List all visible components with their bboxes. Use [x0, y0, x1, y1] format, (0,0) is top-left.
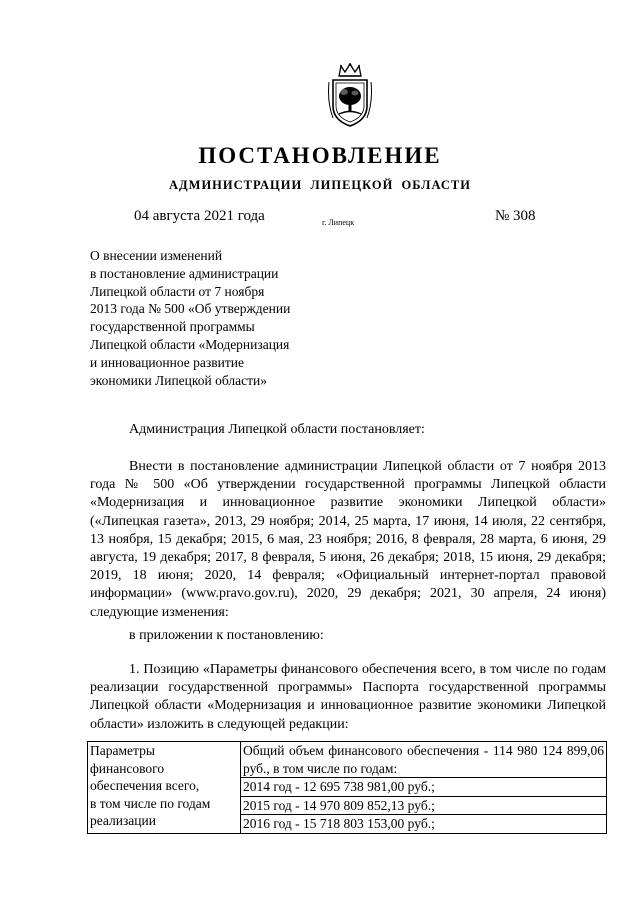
year-financing: 2015 год - 14 970 809 852,13 руб.;: [241, 796, 606, 815]
subject-line: государственной программы: [90, 319, 255, 335]
year-financing: 2014 год - 12 695 738 981,00 руб.;: [241, 777, 606, 796]
intro-paragraph: Администрация Липецкой области постановляет:: [129, 422, 425, 437]
total-financing: Общий объем финансового обеспечения - 114 980 124 899,06 руб., в том числе по годам:: [243, 743, 604, 776]
parameter-line: в том числе по годам: [90, 795, 211, 811]
subject-line: 2013 года № 500 «Об утверждении: [90, 301, 291, 317]
main-paragraph: Внести в постановление администрации Липецкой области от 7 ноября 2013 года № 500 «Об утверждении государственной программы Липецкой области «Модернизация и инновационное развитие экономики Липецкой области» («Липецкая газета», 2013, 29 ноября; 2014, 25 марта, 17 июня, 14 июля, 22 сентября, 13 ноября, 15 декабря; 2015, 6 мая, 23 ноября; 2016, 8 февраля, 28 марта, 6 июня, 29 августа, 19 декабря; 2017, 8 февраля, 5 июня, 26 декабря; 2018, 15 июня, 29 декабря; 2019, 18 июня; 2020, 14 февраля; «Официальный интернет-портал правовой информации» (www.pravo.gov.ru), 2020, 29 декабря; 2021, 30 апреля, 24 июня) следующие изменения:: [90, 459, 606, 620]
appendix-paragraph: в приложении к постановлению:: [129, 628, 324, 643]
document-date: 04 августа 2021 года: [134, 208, 265, 224]
financing-table: [87, 741, 607, 834]
subject-line: Липецкой области «Модернизация: [90, 336, 290, 352]
subject-line: в постановление администрации: [90, 265, 279, 281]
subject-line: Липецкой области от 7 ноября: [90, 283, 265, 299]
subject-line: О внесении изменений: [90, 248, 223, 263]
item-1-paragraph: 1. Позицию «Параметры финансового обеспечения всего, в том числе по годам реализации государственной программы» Паспорта государственной программы Липецкой области «Модернизация и инновационное развитие экономики Липецкой области» изложить в следующей редакции:: [90, 662, 606, 732]
parameter-line: финансового: [90, 760, 165, 776]
subject-line: экономики Липецкой области»: [90, 372, 267, 388]
coat-of-arms-emblem: [327, 62, 373, 128]
subject-line: и инновационное развитие: [90, 354, 244, 370]
parameter-line: обеспечения всего,: [90, 778, 200, 793]
document-number: № 308: [495, 208, 536, 224]
table-cell-parameter: [88, 742, 241, 834]
document-subtitle: АДМИНИСТРАЦИИ ЛИПЕЦКОЙ ОБЛАСТИ: [169, 178, 471, 192]
table-row: [88, 742, 607, 834]
document-title: ПОСТАНОВЛЕНИЕ: [198, 143, 442, 168]
document-city: г. Липецк: [322, 218, 355, 227]
document-subject: [90, 247, 330, 389]
table-cell-value: [241, 742, 607, 834]
parameter-line: реализации: [90, 813, 156, 828]
year-financing: 2016 год - 15 718 803 153,00 руб.;: [241, 814, 606, 833]
parameter-line: Параметры: [90, 743, 155, 758]
